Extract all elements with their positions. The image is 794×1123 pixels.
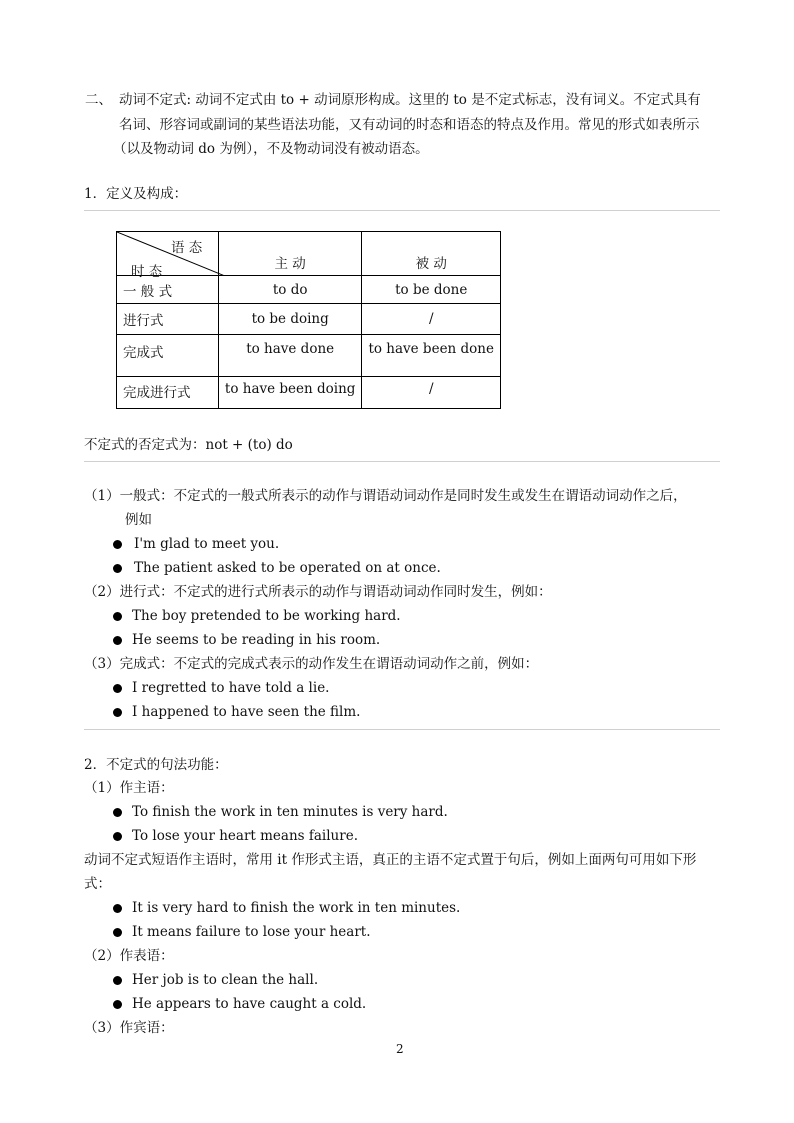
header-passive: 被 动 (362, 232, 501, 276)
table-row (117, 377, 501, 409)
table-corner-cell (117, 232, 219, 280)
divider (84, 461, 720, 462)
example-sentence: The patient asked to be operated on at once. (134, 560, 441, 576)
passive-cell: / (362, 304, 501, 335)
tense-cell: 进行式 (117, 304, 219, 335)
section-intro-line-1: 动词不定式: 动词不定式由 to + 动词原形构成。这里的 to 是不定式标志，没有词义。不定式具有 (119, 92, 701, 108)
usage-2-heading: （2）进行式：不定式的进行式所表示的动作与谓语动词动作同时发生，例如： (84, 584, 552, 600)
active-cell: to be doing (218, 304, 362, 335)
subsection-1-title: 1．定义及构成： (84, 186, 188, 202)
page-number: 2 (396, 1042, 404, 1056)
tense-cell: 完成式 (117, 335, 219, 377)
passive-cell: / (362, 377, 501, 409)
bullet-icon (113, 564, 122, 573)
example-sentence: It is very hard to finish the work in ten minutes. (132, 900, 461, 916)
negative-form-text: 不定式的否定式为：not + (to) do (84, 437, 293, 453)
bullet-icon (113, 904, 122, 913)
bullet-icon (113, 684, 122, 693)
example-sentence: It means failure to lose your heart. (132, 924, 371, 940)
example-sentence: To finish the work in ten minutes is very hard. (132, 804, 448, 820)
bullet-icon (113, 636, 122, 645)
active-cell: to have been doing (218, 377, 362, 409)
formal-subject-note-line-1: 动词不定式短语作主语时，常用 it 作形式主语，真正的主语不定式置于句后，例如上面两句可用如下形 (84, 852, 697, 868)
section-intro-line-3: （以及物动词 do 为例），不及物动词没有被动语态。 (113, 141, 429, 157)
section-number: 二、 (85, 92, 112, 108)
bullet-icon (113, 612, 122, 621)
passive-cell: to have been done (362, 335, 501, 377)
table-row (117, 335, 501, 377)
function-predicative-heading: （2）作表语： (84, 948, 174, 964)
subsection-2-title: 2．不定式的句法功能： (84, 757, 228, 773)
example-sentence: Her job is to clean the hall. (132, 972, 319, 988)
example-sentence: I'm glad to meet you. (134, 536, 280, 552)
example-sentence: He appears to have caught a cold. (132, 996, 367, 1012)
divider (84, 729, 720, 730)
table-row (117, 304, 501, 335)
active-cell: to have done (218, 335, 362, 377)
usage-3-heading: （3）完成式：不定式的完成式表示的动作发生在谓语动词动作之前，例如： (84, 656, 539, 672)
bullet-icon (113, 832, 122, 841)
active-cell: to do (218, 276, 362, 304)
header-tense-label: 时 态 (131, 264, 163, 280)
table-row (117, 276, 501, 304)
example-sentence: The boy pretended to be working hard. (132, 608, 401, 624)
example-sentence: He seems to be reading in his room. (132, 632, 381, 648)
tense-cell: 完成进行式 (117, 377, 219, 409)
function-object-heading: （3）作宾语： (84, 1020, 174, 1036)
bullet-icon (113, 808, 122, 817)
bullet-icon (113, 1000, 122, 1009)
usage-1-heading: （1）一般式：不定式的一般式所表示的动作与谓语动词动作是同时发生或发生在谓语动词动作之后， (84, 488, 687, 504)
bullet-icon (113, 540, 122, 549)
bullet-icon (113, 976, 122, 985)
function-subject-heading: （1）作主语： (84, 780, 174, 796)
section-intro-line-2: 名词、形容词或副词的某些语法功能，又有动词的时态和语态的特点及作用。常见的形式如表所示 (119, 117, 700, 133)
header-voice-label: 语 态 (171, 240, 203, 256)
passive-cell: to be done (362, 276, 501, 304)
example-sentence: To lose your heart means failure. (132, 828, 358, 844)
example-sentence: I regretted to have told a lie. (132, 680, 330, 696)
tense-cell: 一 般 式 (117, 276, 219, 304)
usage-1-continuation: 例如 (125, 512, 152, 528)
example-sentence: I happened to have seen the film. (132, 704, 361, 720)
divider (84, 210, 720, 211)
infinitive-forms-table (116, 231, 501, 409)
formal-subject-note-line-2: 式： (84, 876, 111, 892)
header-active: 主 动 (218, 232, 362, 276)
bullet-icon (113, 928, 122, 937)
bullet-icon (113, 708, 122, 717)
